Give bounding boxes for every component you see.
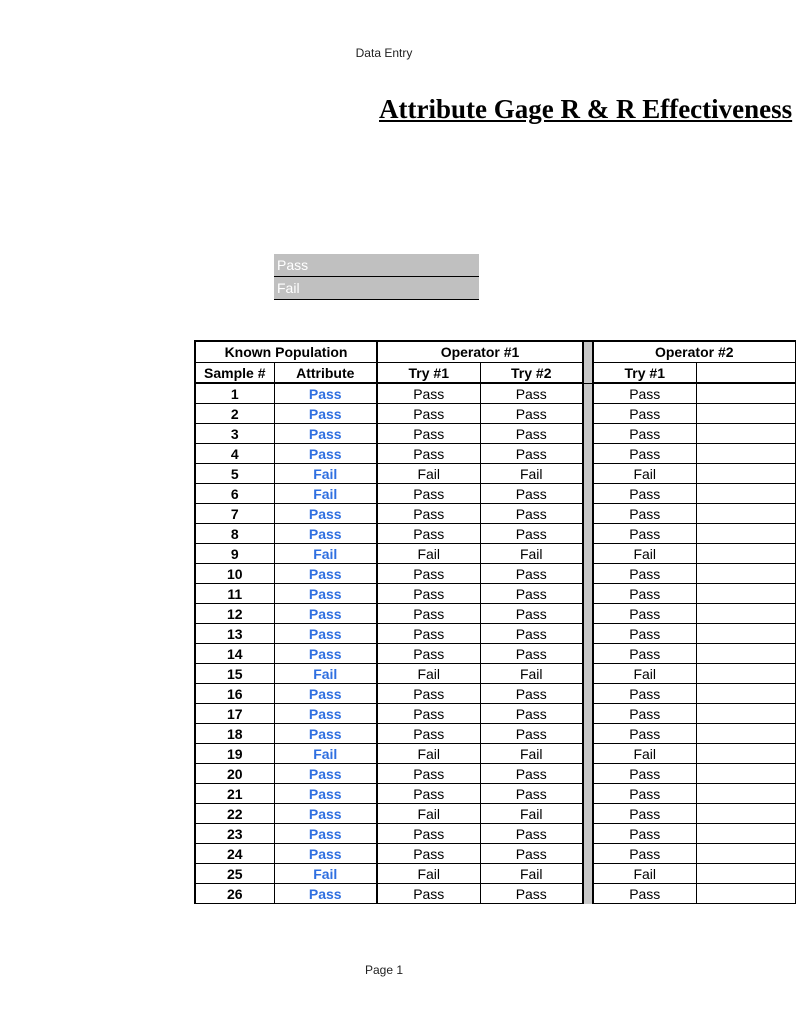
sample-cell: 25 bbox=[195, 864, 274, 884]
op1-try1-cell[interactable]: Fail bbox=[377, 864, 480, 884]
op2-try2-cell[interactable] bbox=[696, 484, 795, 504]
sample-cell: 3 bbox=[195, 424, 274, 444]
op2-try2-cell[interactable] bbox=[696, 624, 795, 644]
sample-cell: 8 bbox=[195, 524, 274, 544]
op2-try2-cell[interactable] bbox=[696, 444, 795, 464]
separator-cell bbox=[583, 764, 593, 784]
op2-try2-cell[interactable] bbox=[696, 584, 795, 604]
sample-cell: 5 bbox=[195, 464, 274, 484]
page-footer: Page 1 bbox=[364, 963, 404, 977]
op1-try1-cell[interactable]: Pass bbox=[377, 844, 480, 864]
op2-try2-cell[interactable] bbox=[696, 864, 795, 884]
op1-try2-cell[interactable]: Pass bbox=[480, 564, 583, 584]
op1-try2-cell[interactable]: Pass bbox=[480, 764, 583, 784]
op1-try1-cell[interactable]: Pass bbox=[377, 584, 480, 604]
separator-cell bbox=[583, 624, 593, 644]
op1-try2-cell[interactable]: Pass bbox=[480, 724, 583, 744]
attribute-cell[interactable]: Fail bbox=[274, 744, 377, 764]
op2-try1-cell[interactable]: Pass bbox=[593, 644, 696, 664]
op2-try1-cell[interactable]: Pass bbox=[593, 884, 696, 904]
op2-try1-cell[interactable]: Pass bbox=[593, 504, 696, 524]
op2-try1-cell[interactable]: Pass bbox=[593, 804, 696, 824]
sample-cell: 10 bbox=[195, 564, 274, 584]
op2-try2-cell[interactable] bbox=[696, 884, 795, 904]
sample-cell: 12 bbox=[195, 604, 274, 624]
separator-cell bbox=[583, 464, 593, 484]
op1-try1-cell[interactable]: Pass bbox=[377, 504, 480, 524]
separator-cell bbox=[583, 504, 593, 524]
sample-cell: 1 bbox=[195, 383, 274, 404]
attribute-cell[interactable]: Pass bbox=[274, 624, 377, 644]
op2-try2-cell[interactable] bbox=[696, 844, 795, 864]
op1-try1-cell[interactable]: Fail bbox=[377, 804, 480, 824]
sample-cell: 4 bbox=[195, 444, 274, 464]
op2-try1-cell[interactable]: Fail bbox=[593, 664, 696, 684]
op1-try2-cell[interactable]: Fail bbox=[480, 544, 583, 564]
separator-cell bbox=[583, 844, 593, 864]
sample-cell: 7 bbox=[195, 504, 274, 524]
op2-try2-cell[interactable] bbox=[696, 383, 795, 404]
op1-try1-cell[interactable]: Fail bbox=[377, 744, 480, 764]
attribute-cell[interactable]: Pass bbox=[274, 824, 377, 844]
sample-cell: 24 bbox=[195, 844, 274, 864]
attribute-cell[interactable]: Pass bbox=[274, 884, 377, 904]
op1-try2-cell[interactable]: Pass bbox=[480, 884, 583, 904]
sample-cell: 6 bbox=[195, 484, 274, 504]
attribute-cell[interactable]: Pass bbox=[274, 844, 377, 864]
attribute-legend bbox=[274, 254, 479, 300]
attribute-cell[interactable]: Pass bbox=[274, 784, 377, 804]
op2-try1-cell[interactable]: Fail bbox=[593, 864, 696, 884]
op2-try2-cell[interactable] bbox=[696, 464, 795, 484]
op2-try1-cell[interactable]: Pass bbox=[593, 484, 696, 504]
op2-try2-column-header bbox=[696, 363, 795, 384]
attribute-cell[interactable]: Pass bbox=[274, 764, 377, 784]
op2-try1-cell[interactable]: Fail bbox=[593, 464, 696, 484]
table-row bbox=[195, 504, 795, 524]
op2-try1-cell[interactable]: Pass bbox=[593, 383, 696, 404]
table-row bbox=[195, 764, 795, 784]
operator-separator bbox=[583, 341, 593, 383]
op1-try1-cell[interactable]: Pass bbox=[377, 564, 480, 584]
sample-cell: 20 bbox=[195, 764, 274, 784]
table-row bbox=[195, 744, 795, 764]
table-row bbox=[195, 544, 795, 564]
known-population-header: Known Population bbox=[195, 341, 377, 363]
separator-cell bbox=[583, 864, 593, 884]
separator-cell bbox=[583, 784, 593, 804]
table-body bbox=[195, 383, 795, 904]
op1-try2-column-header: Try #2 bbox=[480, 363, 583, 384]
op1-try2-cell[interactable]: Fail bbox=[480, 744, 583, 764]
op2-try2-cell[interactable] bbox=[696, 544, 795, 564]
attribute-column-header: Attribute bbox=[274, 363, 377, 384]
table-row bbox=[195, 724, 795, 744]
column-header-row bbox=[195, 363, 795, 384]
op1-try2-cell[interactable]: Fail bbox=[480, 804, 583, 824]
op1-try1-cell[interactable]: Pass bbox=[377, 604, 480, 624]
table-row bbox=[195, 584, 795, 604]
op2-try2-cell[interactable] bbox=[696, 564, 795, 584]
operator-1-header: Operator #1 bbox=[377, 341, 583, 363]
attribute-cell[interactable]: Pass bbox=[274, 424, 377, 444]
table-row bbox=[195, 644, 795, 664]
op1-try2-cell[interactable]: Pass bbox=[480, 484, 583, 504]
page-title: Attribute Gage R & R Effectiveness bbox=[379, 94, 793, 124]
table-row bbox=[195, 784, 795, 804]
op1-try2-cell[interactable]: Pass bbox=[480, 684, 583, 704]
sample-cell: 9 bbox=[195, 544, 274, 564]
attribute-cell[interactable]: Pass bbox=[274, 504, 377, 524]
op1-try2-cell[interactable]: Fail bbox=[480, 864, 583, 884]
separator-cell bbox=[583, 444, 593, 464]
separator-cell bbox=[583, 524, 593, 544]
op2-try1-cell[interactable]: Pass bbox=[593, 784, 696, 804]
separator-cell bbox=[583, 684, 593, 704]
op2-try1-cell[interactable]: Pass bbox=[593, 604, 696, 624]
separator-cell bbox=[583, 884, 593, 904]
attribute-cell[interactable]: Pass bbox=[274, 444, 377, 464]
op2-try1-cell[interactable]: Pass bbox=[593, 704, 696, 724]
op2-try2-cell[interactable] bbox=[696, 644, 795, 664]
op2-try1-cell[interactable]: Pass bbox=[593, 404, 696, 424]
sample-cell: 23 bbox=[195, 824, 274, 844]
op1-try1-cell[interactable]: Pass bbox=[377, 524, 480, 544]
op1-try2-cell[interactable]: Pass bbox=[480, 584, 583, 604]
op1-try2-cell[interactable]: Pass bbox=[480, 404, 583, 424]
op1-try1-cell[interactable]: Pass bbox=[377, 704, 480, 724]
operator-2-header: Operator #2 bbox=[593, 341, 795, 363]
op2-try2-cell[interactable] bbox=[696, 664, 795, 684]
title-container bbox=[379, 94, 793, 134]
op2-try1-cell[interactable]: Fail bbox=[593, 744, 696, 764]
attribute-cell[interactable]: Pass bbox=[274, 564, 377, 584]
op2-try2-cell[interactable] bbox=[696, 724, 795, 744]
attribute-cell[interactable]: Fail bbox=[274, 664, 377, 684]
op2-try1-cell[interactable]: Pass bbox=[593, 444, 696, 464]
attribute-cell[interactable]: Pass bbox=[274, 604, 377, 624]
sample-cell: 11 bbox=[195, 584, 274, 604]
table-row bbox=[195, 404, 795, 424]
op1-try2-cell[interactable]: Pass bbox=[480, 444, 583, 464]
sample-cell: 13 bbox=[195, 624, 274, 644]
op1-try1-column-header: Try #1 bbox=[377, 363, 480, 384]
table-row bbox=[195, 884, 795, 904]
op1-try2-cell[interactable]: Fail bbox=[480, 664, 583, 684]
op2-try2-cell[interactable] bbox=[696, 504, 795, 524]
separator-cell bbox=[583, 824, 593, 844]
table-row bbox=[195, 684, 795, 704]
op2-try1-cell[interactable]: Fail bbox=[593, 544, 696, 564]
separator-cell bbox=[583, 564, 593, 584]
op2-try1-cell[interactable]: Pass bbox=[593, 524, 696, 544]
separator-cell bbox=[583, 664, 593, 684]
op1-try1-cell[interactable]: Fail bbox=[377, 664, 480, 684]
sample-cell: 2 bbox=[195, 404, 274, 424]
op2-try1-cell[interactable]: Pass bbox=[593, 824, 696, 844]
attribute-cell[interactable]: Pass bbox=[274, 804, 377, 824]
attribute-cell[interactable]: Pass bbox=[274, 644, 377, 664]
op2-try2-cell[interactable] bbox=[696, 824, 795, 844]
sample-cell: 22 bbox=[195, 804, 274, 824]
op2-try1-cell[interactable]: Pass bbox=[593, 584, 696, 604]
table-row bbox=[195, 464, 795, 484]
table-row bbox=[195, 524, 795, 544]
op1-try1-cell[interactable]: Pass bbox=[377, 404, 480, 424]
separator-cell bbox=[583, 544, 593, 564]
op1-try2-cell[interactable]: Pass bbox=[480, 844, 583, 864]
op1-try2-cell[interactable]: Pass bbox=[480, 524, 583, 544]
op2-try2-cell[interactable] bbox=[696, 404, 795, 424]
op1-try2-cell[interactable]: Pass bbox=[480, 704, 583, 724]
data-entry-table-viewport bbox=[194, 340, 734, 912]
table-row bbox=[195, 484, 795, 504]
op1-try1-cell[interactable]: Fail bbox=[377, 464, 480, 484]
table-row bbox=[195, 664, 795, 684]
op2-try2-cell[interactable] bbox=[696, 764, 795, 784]
data-entry-table bbox=[194, 340, 796, 904]
separator-cell bbox=[583, 604, 593, 624]
op2-try1-cell[interactable]: Pass bbox=[593, 624, 696, 644]
attribute-cell[interactable]: Pass bbox=[274, 524, 377, 544]
legend-item-pass: Pass bbox=[274, 254, 479, 277]
attribute-cell[interactable]: Pass bbox=[274, 724, 377, 744]
op1-try1-cell[interactable]: Pass bbox=[377, 484, 480, 504]
table-row bbox=[195, 564, 795, 584]
op1-try1-cell[interactable]: Pass bbox=[377, 724, 480, 744]
op1-try2-cell[interactable]: Pass bbox=[480, 644, 583, 664]
attribute-cell[interactable]: Pass bbox=[274, 684, 377, 704]
op2-try2-cell[interactable] bbox=[696, 524, 795, 544]
table-row bbox=[195, 704, 795, 724]
separator-cell bbox=[583, 484, 593, 504]
sample-cell: 21 bbox=[195, 784, 274, 804]
sample-cell: 14 bbox=[195, 644, 274, 664]
op2-try1-cell[interactable]: Pass bbox=[593, 844, 696, 864]
op2-try2-cell[interactable] bbox=[696, 784, 795, 804]
op2-try2-cell[interactable] bbox=[696, 604, 795, 624]
attribute-cell[interactable]: Pass bbox=[274, 404, 377, 424]
table-row bbox=[195, 864, 795, 884]
separator-cell bbox=[583, 704, 593, 724]
op1-try1-cell[interactable]: Pass bbox=[377, 644, 480, 664]
group-header-row bbox=[195, 341, 795, 363]
sample-cell: 15 bbox=[195, 664, 274, 684]
op1-try1-cell[interactable]: Pass bbox=[377, 784, 480, 804]
op2-try1-column-header: Try #1 bbox=[593, 363, 696, 384]
table-row bbox=[195, 824, 795, 844]
op1-try2-cell[interactable]: Pass bbox=[480, 504, 583, 524]
op1-try1-cell[interactable]: Pass bbox=[377, 424, 480, 444]
separator-cell bbox=[583, 404, 593, 424]
op2-try2-cell[interactable] bbox=[696, 744, 795, 764]
attribute-cell[interactable]: Fail bbox=[274, 544, 377, 564]
op2-try1-cell[interactable]: Pass bbox=[593, 764, 696, 784]
op2-try1-cell[interactable]: Pass bbox=[593, 564, 696, 584]
sample-cell: 18 bbox=[195, 724, 274, 744]
op2-try2-cell[interactable] bbox=[696, 804, 795, 824]
op1-try2-cell[interactable]: Pass bbox=[480, 784, 583, 804]
op2-try1-cell[interactable]: Pass bbox=[593, 424, 696, 444]
sample-column-header: Sample # bbox=[195, 363, 274, 384]
op1-try2-cell[interactable]: Pass bbox=[480, 604, 583, 624]
op1-try1-cell[interactable]: Pass bbox=[377, 764, 480, 784]
separator-cell bbox=[583, 724, 593, 744]
separator-cell bbox=[583, 644, 593, 664]
op1-try2-cell[interactable]: Pass bbox=[480, 824, 583, 844]
op2-try2-cell[interactable] bbox=[696, 684, 795, 704]
attribute-cell[interactable]: Fail bbox=[274, 464, 377, 484]
op1-try2-cell[interactable]: Pass bbox=[480, 424, 583, 444]
table-row bbox=[195, 444, 795, 464]
op1-try2-cell[interactable]: Fail bbox=[480, 464, 583, 484]
table-row bbox=[195, 804, 795, 824]
op1-try1-cell[interactable]: Pass bbox=[377, 884, 480, 904]
attribute-cell[interactable]: Pass bbox=[274, 383, 377, 404]
separator-cell bbox=[583, 424, 593, 444]
op2-try1-cell[interactable]: Pass bbox=[593, 684, 696, 704]
separator-cell bbox=[583, 383, 593, 404]
table-row bbox=[195, 604, 795, 624]
sample-cell: 19 bbox=[195, 744, 274, 764]
table-row bbox=[195, 624, 795, 644]
sample-cell: 26 bbox=[195, 884, 274, 904]
op2-try2-cell[interactable] bbox=[696, 424, 795, 444]
op1-try1-cell[interactable]: Pass bbox=[377, 684, 480, 704]
op1-try1-cell[interactable]: Pass bbox=[377, 824, 480, 844]
attribute-cell[interactable]: Pass bbox=[274, 584, 377, 604]
op1-try1-cell[interactable]: Pass bbox=[377, 624, 480, 644]
op1-try1-cell[interactable]: Pass bbox=[377, 383, 480, 404]
table-row bbox=[195, 844, 795, 864]
op2-try1-cell[interactable]: Pass bbox=[593, 724, 696, 744]
op2-try2-cell[interactable] bbox=[696, 704, 795, 724]
sample-cell: 16 bbox=[195, 684, 274, 704]
legend-item-fail: Fail bbox=[274, 277, 479, 300]
separator-cell bbox=[583, 584, 593, 604]
table-row bbox=[195, 383, 795, 404]
op1-try2-cell[interactable]: Pass bbox=[480, 624, 583, 644]
op1-try1-cell[interactable]: Pass bbox=[377, 444, 480, 464]
attribute-cell[interactable]: Pass bbox=[274, 704, 377, 724]
op1-try1-cell[interactable]: Fail bbox=[377, 544, 480, 564]
sample-cell: 17 bbox=[195, 704, 274, 724]
page-header: Data Entry bbox=[355, 46, 413, 60]
attribute-cell[interactable]: Fail bbox=[274, 484, 377, 504]
table-row bbox=[195, 424, 795, 444]
separator-cell bbox=[583, 744, 593, 764]
op1-try2-cell[interactable]: Pass bbox=[480, 383, 583, 404]
attribute-cell[interactable]: Fail bbox=[274, 864, 377, 884]
separator-cell bbox=[583, 804, 593, 824]
